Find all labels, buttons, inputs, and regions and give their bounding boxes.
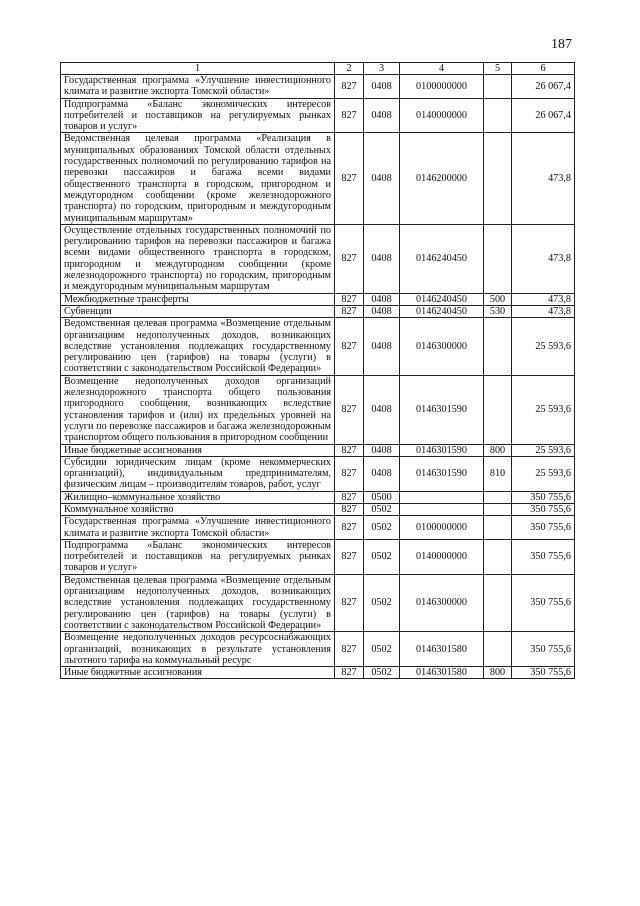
expense-type-cell (484, 133, 512, 224)
expense-type-cell: 530 (484, 305, 512, 317)
grbs-code-cell: 827 (335, 503, 364, 515)
amount-cell: 473,8 (512, 293, 575, 305)
target-article-cell (400, 503, 484, 515)
expense-type-cell (484, 491, 512, 503)
amount-cell: 350 755,6 (512, 539, 575, 574)
table-row (61, 133, 575, 224)
section-code-cell: 0502 (364, 632, 400, 667)
target-article-cell: 0146301580 (400, 632, 484, 667)
expense-type-cell (484, 539, 512, 574)
item-name-cell: Жилищно–коммунальное хозяйство (61, 491, 335, 503)
section-code-cell: 0502 (364, 574, 400, 631)
section-code-cell: 0408 (364, 75, 400, 99)
amount-cell: 350 755,6 (512, 491, 575, 503)
table-row (61, 224, 575, 293)
item-name-cell: Возмещение недополученных доходов ресурсоснабжающих организаций, возникающих в результате установления льготного тарифа на коммунальный ресурс (61, 632, 335, 667)
table-row (61, 305, 575, 317)
target-article-cell: 0146240450 (400, 305, 484, 317)
grbs-code-cell: 827 (335, 75, 364, 99)
section-code-cell: 0408 (364, 456, 400, 491)
table-row (61, 444, 575, 456)
amount-cell: 350 755,6 (512, 516, 575, 540)
amount-cell: 25 593,6 (512, 456, 575, 491)
target-article-cell: 0146300000 (400, 318, 484, 375)
grbs-code-cell: 827 (335, 224, 364, 293)
grbs-code-cell: 827 (335, 444, 364, 456)
amount-cell: 473,8 (512, 133, 575, 224)
section-code-cell: 0502 (364, 539, 400, 574)
grbs-code-cell: 827 (335, 574, 364, 631)
table-row (61, 293, 575, 305)
expense-type-cell: 500 (484, 293, 512, 305)
table-row (61, 503, 575, 515)
amount-cell: 26 067,4 (512, 75, 575, 99)
item-name-cell: Осуществление отдельных государственных полномочий по регулированию тарифов на перевозки пассажиров и багажа всеми видами общественного транспорта в городском, пригородном и междугородном сообщении (кроме железнодорожного транспорта) по городским, пригородным и междугородным муниципальным маршрутам (61, 224, 335, 293)
grbs-code-cell: 827 (335, 491, 364, 503)
table-body (61, 75, 575, 679)
table-row (61, 318, 575, 375)
amount-cell: 25 593,6 (512, 318, 575, 375)
section-code-cell: 0500 (364, 491, 400, 503)
header-col-5: 5 (484, 63, 512, 75)
item-name-cell: Иные бюджетные ассигнования (61, 444, 335, 456)
item-name-cell: Ведомственная целевая программа «Возмещение отдельным организациям недополученных доходов, возникающих вследствие установления подлежащих государственному регулированию цен (тарифов) на товары (услуги) в соответствии с законодательством Российской Федерации» (61, 318, 335, 375)
table-row (61, 539, 575, 574)
target-article-cell (400, 491, 484, 503)
item-name-cell: Государственная программа «Улучшение инвестиционного климата и развитие экспорта Томской области» (61, 516, 335, 540)
table-row (61, 456, 575, 491)
expense-type-cell (484, 375, 512, 444)
target-article-cell: 0140000000 (400, 539, 484, 574)
item-name-cell: Подпрограмма «Баланс экономических интересов потребителей и поставщиков на регулируемых рынках товаров и услуг» (61, 98, 335, 133)
grbs-code-cell: 827 (335, 318, 364, 375)
section-code-cell: 0408 (364, 133, 400, 224)
table-header (61, 63, 575, 75)
item-name-cell: Межбюджетные трансферты (61, 293, 335, 305)
section-code-cell: 0408 (364, 293, 400, 305)
target-article-cell: 0146200000 (400, 133, 484, 224)
header-row (61, 63, 575, 75)
item-name-cell: Ведомственная целевая программа «Реализация в муниципальных образованиях Томской области отдельных государственных полномочий по регулированию тарифов на перевозки пассажиров и багажа всеми видами общественного транспорта в городском, пригородном и междугородном сообщении (кроме железнодорожного транспорта) по городским, пригородным и междугородным муниципальным маршрутам» (61, 133, 335, 224)
amount-cell: 25 593,6 (512, 444, 575, 456)
section-code-cell: 0408 (364, 305, 400, 317)
section-code-cell: 0502 (364, 503, 400, 515)
amount-cell: 350 755,6 (512, 667, 575, 679)
grbs-code-cell: 827 (335, 456, 364, 491)
expense-type-cell: 800 (484, 444, 512, 456)
grbs-code-cell: 827 (335, 516, 364, 540)
grbs-code-cell: 827 (335, 632, 364, 667)
section-code-cell: 0408 (364, 444, 400, 456)
grbs-code-cell: 827 (335, 305, 364, 317)
budget-table (60, 62, 575, 679)
target-article-cell: 0146301580 (400, 667, 484, 679)
amount-cell: 473,8 (512, 224, 575, 293)
expense-type-cell (484, 318, 512, 375)
expense-type-cell (484, 574, 512, 631)
target-article-cell: 0146240450 (400, 224, 484, 293)
page-number: 187 (551, 37, 572, 52)
item-name-cell: Иные бюджетные ассигнования (61, 667, 335, 679)
section-code-cell: 0502 (364, 516, 400, 540)
expense-type-cell (484, 516, 512, 540)
table-row (61, 75, 575, 99)
expense-type-cell (484, 503, 512, 515)
amount-cell: 350 755,6 (512, 574, 575, 631)
expense-type-cell (484, 75, 512, 99)
target-article-cell: 0146240450 (400, 293, 484, 305)
amount-cell: 25 593,6 (512, 375, 575, 444)
expense-type-cell (484, 224, 512, 293)
grbs-code-cell: 827 (335, 375, 364, 444)
amount-cell: 26 067,4 (512, 98, 575, 133)
grbs-code-cell: 827 (335, 539, 364, 574)
table-row (61, 667, 575, 679)
item-name-cell: Возмещение недополученных доходов организаций железнодорожного транспорта общего пользования пригородного сообщения, возникающих вследствие установления тарифов и (или) их предельных уровней на услуги по перевозке пассажиров и багажа железнодорожным транспортом общего пользования в пригородном сообщении (61, 375, 335, 444)
expense-type-cell (484, 632, 512, 667)
header-col-4: 4 (400, 63, 484, 75)
item-name-cell: Субсидии юридическим лицам (кроме некоммерческих организаций), индивидуальным предпринимателям, физическим лицам – производителям товаров, работ, услуг (61, 456, 335, 491)
expense-type-cell: 810 (484, 456, 512, 491)
expense-type-cell (484, 98, 512, 133)
table-row (61, 632, 575, 667)
header-col-6: 6 (512, 63, 575, 75)
target-article-cell: 0146300000 (400, 574, 484, 631)
header-col-3: 3 (364, 63, 400, 75)
table-row (61, 98, 575, 133)
section-code-cell: 0408 (364, 224, 400, 293)
target-article-cell: 0100000000 (400, 516, 484, 540)
target-article-cell: 0100000000 (400, 75, 484, 99)
amount-cell: 350 755,6 (512, 632, 575, 667)
target-article-cell: 0140000000 (400, 98, 484, 133)
table-row (61, 375, 575, 444)
section-code-cell: 0408 (364, 318, 400, 375)
item-name-cell: Ведомственная целевая программа «Возмещение отдельным организациям недополученных доходов, возникающих вследствие установления подлежащих государственному регулированию цен (тарифов) на товары (услуги) в соответствии с законодательством Российской Федерации» (61, 574, 335, 631)
item-name-cell: Государственная программа «Улучшение инвестиционного климата и развитие экспорта Томской области» (61, 75, 335, 99)
expense-type-cell: 800 (484, 667, 512, 679)
target-article-cell: 0146301590 (400, 375, 484, 444)
grbs-code-cell: 827 (335, 98, 364, 133)
section-code-cell: 0502 (364, 667, 400, 679)
table-row (61, 491, 575, 503)
grbs-code-cell: 827 (335, 293, 364, 305)
item-name-cell: Подпрограмма «Баланс экономических интересов потребителей и поставщиков на регулируемых рынках товаров и услуг» (61, 539, 335, 574)
grbs-code-cell: 827 (335, 133, 364, 224)
section-code-cell: 0408 (364, 375, 400, 444)
amount-cell: 473,8 (512, 305, 575, 317)
grbs-code-cell: 827 (335, 667, 364, 679)
target-article-cell: 0146301590 (400, 444, 484, 456)
item-name-cell: Субвенции (61, 305, 335, 317)
table-row (61, 516, 575, 540)
item-name-cell: Коммунальное хозяйство (61, 503, 335, 515)
section-code-cell: 0408 (364, 98, 400, 133)
header-col-2: 2 (335, 63, 364, 75)
target-article-cell: 0146301590 (400, 456, 484, 491)
header-col-1: 1 (61, 63, 335, 75)
amount-cell: 350 755,6 (512, 503, 575, 515)
table-row (61, 574, 575, 631)
